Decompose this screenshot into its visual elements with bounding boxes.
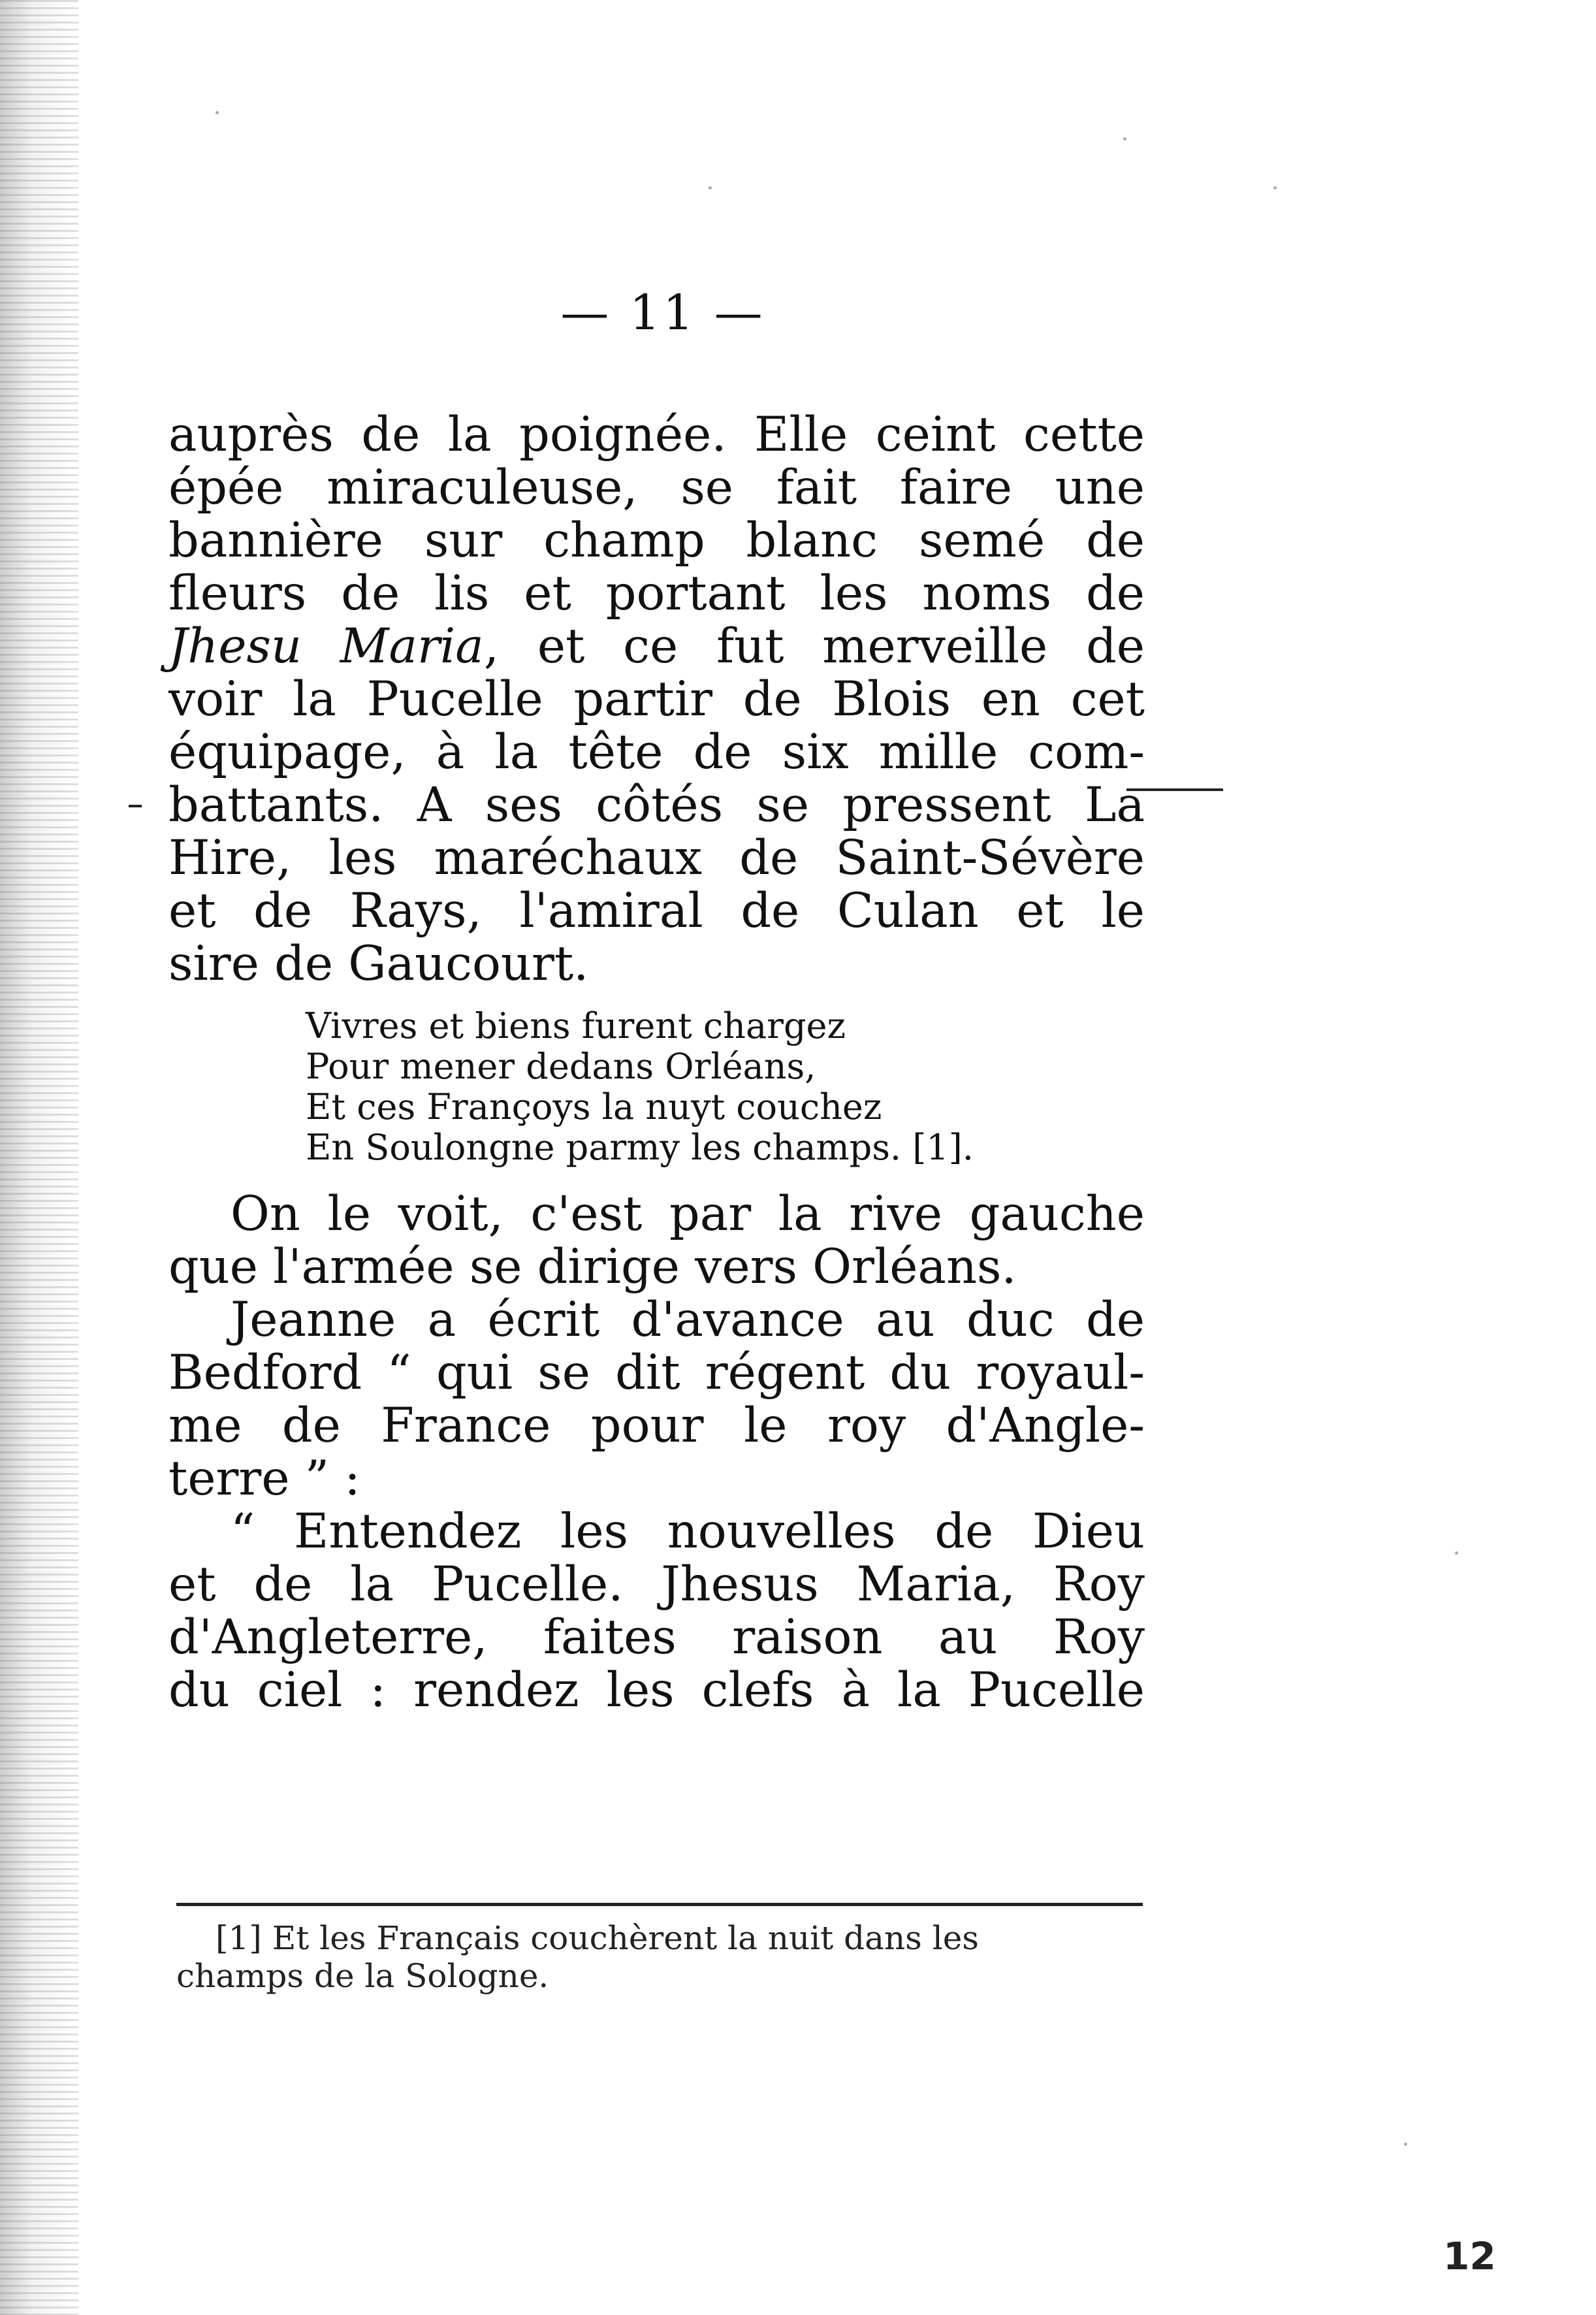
text-line: bannière sur champ blanc semé de — [168, 513, 1145, 568]
footnote-divider — [176, 1903, 1143, 1906]
scan-speck — [1273, 186, 1277, 189]
text-line: On le voit, c'est par la rive gauche — [231, 1186, 1145, 1242]
verse-line: En Soulongne parmy les champs. [1]. — [306, 1127, 974, 1168]
margin-dash — [129, 805, 142, 807]
text-line: que l'armée se dirige vers Orléans. — [168, 1239, 1017, 1295]
text-line — [168, 620, 1145, 673]
text-line: équipage, à la tête de six mille com- — [168, 724, 1145, 780]
text-line: Jeanne a écrit d'avance au duc de — [231, 1292, 1145, 1348]
italic-name: Jhesu Maria — [168, 619, 484, 674]
scan-speck — [1404, 2143, 1407, 2146]
text-line: “ Entendez les nouvelles de Dieu — [231, 1504, 1145, 1559]
page-number: — 11 — — [560, 285, 765, 341]
text-line: fleurs de lis et portant les noms de — [168, 566, 1145, 621]
verse-line: Et ces Françoys la nuyt couchez — [306, 1086, 882, 1127]
text-line: voir la Pucelle partir de Blois en cet — [168, 672, 1145, 727]
corner-page-mark: 12 — [1443, 2234, 1496, 2278]
footnote — [176, 1919, 1146, 1995]
text-line: terre ” : — [168, 1451, 360, 1506]
text-line: du ciel : rendez les clefs à la Pucelle — [168, 1662, 1145, 1718]
scan-speck — [1455, 1551, 1458, 1555]
verse-line: Pour mener dedans Orléans, — [306, 1046, 816, 1087]
scan-speck — [1123, 137, 1126, 140]
scan-speck — [709, 186, 712, 189]
text-line: me de France pour le roy d'Angle- — [168, 1398, 1145, 1453]
text-line: Bedford “ qui se dit régent du royaul- — [168, 1345, 1145, 1400]
text-line: auprès de la poignée. Elle ceint cette — [168, 407, 1145, 462]
quoted-verse — [306, 1006, 1096, 1168]
footnote-line: champs de la Sologne. — [176, 1957, 549, 1995]
verse-line: Vivres et biens furent chargez — [306, 1005, 846, 1046]
scanned-page-edge — [0, 0, 78, 2315]
text-line: épée miraculeuse, se fait faire une — [168, 460, 1145, 515]
text-line: sire de Gaucourt. — [168, 936, 589, 992]
text-line: et de la Pucelle. Jhesus Maria, Roy — [168, 1557, 1145, 1612]
text-fragment: , et ce fut merveille de — [483, 619, 1145, 674]
text-line: battants. A ses côtés se pressent La — [168, 777, 1145, 833]
footnote-line: [1] Et les Français couchèrent la nuit dans les — [215, 1919, 979, 1957]
main-text — [168, 408, 1145, 1717]
scan-speck — [215, 111, 219, 114]
text-line: Hire, les maréchaux de Saint-Sévère — [168, 830, 1145, 886]
text-line: et de Rays, l'amiral de Culan et le — [168, 883, 1145, 939]
text-line: d'Angleterre, faites raison au Roy — [168, 1610, 1145, 1665]
